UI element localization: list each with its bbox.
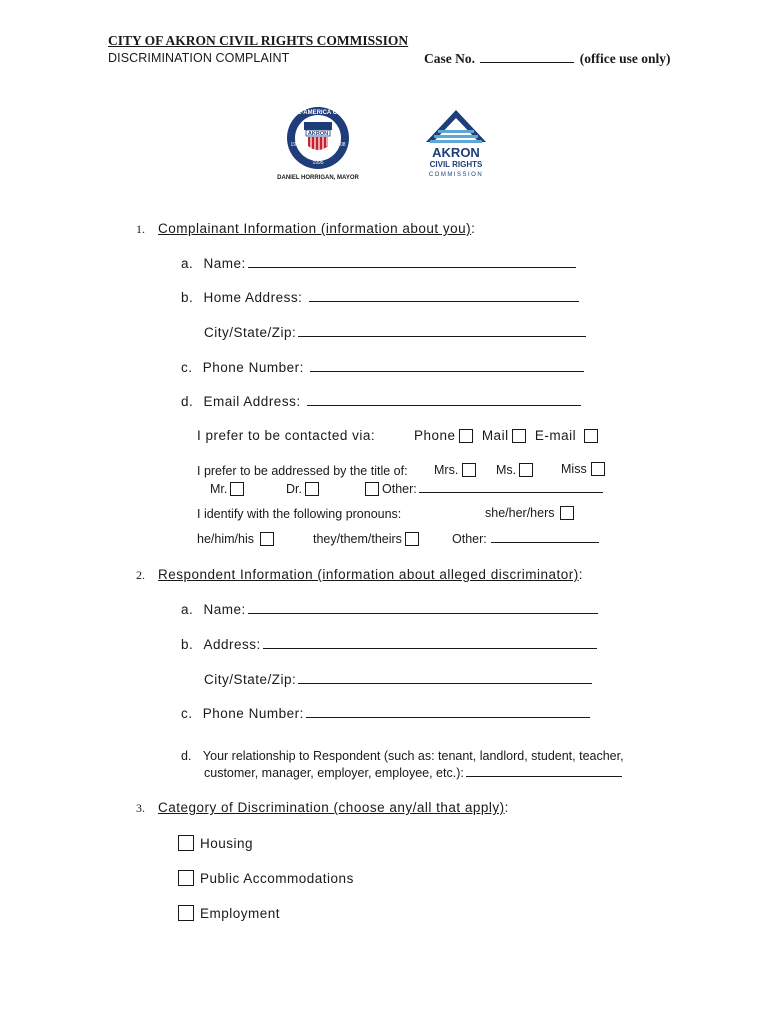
title-dr-option [286,482,322,496]
contact-mail-checkbox[interactable] [512,429,526,443]
respondent-address-label: Address: [203,637,261,652]
contact-phone-label: Phone [414,428,456,443]
title-other-checkbox[interactable] [365,482,379,496]
title-ms-option [496,463,536,477]
section1-heading [158,221,475,236]
commission-logo-line1: AKRON [432,145,480,160]
respondent-address-row [181,637,599,652]
complainant-city-label: City/State/Zip: [204,325,297,340]
item-letter-d: d. [181,749,192,763]
respondent-phone-row [181,706,592,721]
contact-mail-label: Mail [481,428,509,443]
respondent-phone-input[interactable] [306,716,590,718]
commission-logo-line2: CIVIL RIGHTS [429,160,483,169]
item-letter-c: c. [181,706,193,721]
title-mrs-checkbox[interactable] [462,463,476,477]
item-letter-a: a. [181,602,194,617]
case-number-note: (office use only) [579,51,671,66]
complainant-address-row [181,290,581,305]
respondent-name-row [181,602,600,617]
form-subtitle: DISCRIMINATION COMPLAINT [108,51,290,65]
title-mrs-label: Mrs. [434,463,459,477]
section2-heading-text: Respondent Information (information about alleged discriminator) [158,567,579,582]
item-letter-b: b. [181,637,194,652]
pronoun-she-option [485,506,577,520]
section3-heading-colon: : [504,800,509,815]
item-letter-d: d. [181,394,194,409]
title-ms-label: Ms. [496,463,517,477]
section2-number: 2. [136,568,145,582]
title-miss-label: Miss [561,462,587,476]
category-public-accommodations-option [178,870,354,886]
category-housing-option [178,835,253,851]
pronoun-he-checkbox[interactable] [260,532,274,546]
complainant-phone-input[interactable] [310,370,584,372]
title-miss-option [561,462,608,476]
section3-number: 3. [136,801,145,815]
title-dr-checkbox[interactable] [305,482,319,496]
pronoun-they-option [313,532,422,546]
complainant-name-label: Name: [203,256,246,271]
form-title: CITY OF AKRON CIVIL RIGHTS COMMISSION [108,33,409,48]
mayor-caption: DANIEL HORRIGAN, MAYOR [277,175,359,181]
respondent-name-input[interactable] [248,612,598,614]
pronoun-other-input[interactable] [491,541,599,543]
contact-options [414,428,601,443]
contact-email-label: E-mail [534,428,577,443]
respondent-name-label: Name: [203,602,246,617]
city-seal-top-text: ALL-AMERICA CITY [289,110,347,116]
pronoun-they-checkbox[interactable] [405,532,419,546]
contact-email-checkbox[interactable] [584,429,598,443]
relationship-row2 [204,766,624,780]
item-letter-b: b. [181,290,194,305]
contact-preference-prompt: I prefer to be contacted via: [197,428,376,443]
civil-rights-commission-logo [418,108,494,180]
title-dr-label: Dr. [286,482,302,496]
case-number-label: Case No. [424,51,475,66]
complainant-phone-label: Phone Number: [202,360,304,375]
complainant-name-input[interactable] [248,266,576,268]
respondent-city-label: City/State/Zip: [204,672,297,687]
pronoun-they-label: they/them/theirs [313,532,402,546]
complainant-email-row [181,394,583,409]
city-seal-year-mid: 1995 [312,160,324,166]
case-number-blank [480,61,574,63]
section2-heading [158,567,583,582]
title-other-option [362,482,605,496]
category-employment-checkbox[interactable] [178,905,194,921]
complainant-city-input[interactable] [298,335,586,337]
pronoun-prompt: I identify with the following pronouns: [197,507,402,521]
contact-phone-checkbox[interactable] [459,429,473,443]
title-miss-checkbox[interactable] [591,462,605,476]
category-public-accommodations-checkbox[interactable] [178,870,194,886]
title-ms-checkbox[interactable] [519,463,533,477]
pronoun-she-checkbox[interactable] [560,506,574,520]
complainant-city-row [204,325,588,340]
pronoun-other-option [452,532,601,546]
complainant-email-label: Email Address: [203,394,301,409]
item-letter-c: c. [181,360,193,375]
item-letter-a: a. [181,256,194,271]
section3-heading [158,800,509,815]
pronoun-he-label: he/him/his [197,532,254,546]
complainant-phone-row [181,360,586,375]
respondent-city-input[interactable] [298,682,592,684]
respondent-city-row [204,672,594,687]
complainant-name-row [181,256,578,271]
complainant-email-input[interactable] [307,404,581,406]
section1-number: 1. [136,222,145,236]
section1-heading-colon: : [471,221,476,236]
city-seal-logo [270,102,366,184]
complainant-address-input[interactable] [309,300,579,302]
category-public-accommodations-label: Public Accommodations [200,871,354,886]
respondent-phone-label: Phone Number: [202,706,304,721]
section2-heading-colon: : [578,567,583,582]
title-mrs-option [434,463,479,477]
case-number-field [424,51,670,67]
title-other-input[interactable] [419,491,603,493]
title-mr-label: Mr. [210,482,228,496]
relationship-row [181,749,624,763]
commission-logo-line3: COMMISSION [428,172,484,178]
respondent-address-input[interactable] [263,647,597,649]
title-preference-prompt: I prefer to be addressed by the title of: [197,464,408,478]
city-seal-center-text: AKRON [307,131,329,137]
title-other-label: Other: [382,482,417,496]
city-seal-year-right: 2008 [334,142,346,148]
title-mr-checkbox[interactable] [230,482,244,496]
pronoun-other-label: Other: [452,532,487,546]
category-employment-label: Employment [200,906,281,921]
relationship-line1: Your relationship to Respondent (such as: tenant, landlord, student, teacher, [202,749,624,763]
section3-heading-text: Category of Discrimination (choose any/all that apply) [158,800,505,815]
category-housing-checkbox[interactable] [178,835,194,851]
relationship-input[interactable] [466,775,622,777]
pronoun-she-label: she/her/hers [485,506,555,520]
category-employment-option [178,905,280,921]
title-mr-option [210,482,247,496]
relationship-line2: customer, manager, employer, employee, etc.): [204,766,464,780]
complainant-address-label: Home Address: [203,290,303,305]
category-housing-label: Housing [200,836,254,851]
city-seal-year-left: 1981 [290,142,302,148]
section1-heading-text: Complainant Information (information about you) [158,221,472,236]
pronoun-he-option [197,532,277,546]
